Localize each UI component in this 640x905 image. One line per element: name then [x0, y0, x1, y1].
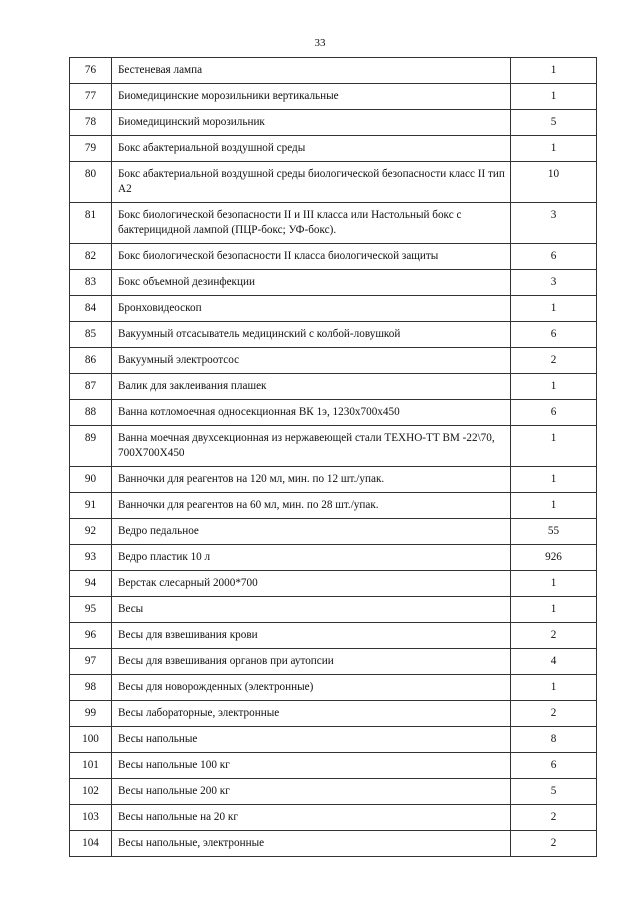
item-name: Весы лабораторные, электронные [112, 701, 511, 727]
item-name: Весы [112, 597, 511, 623]
item-quantity: 1 [511, 675, 597, 701]
item-quantity: 10 [511, 162, 597, 203]
row-number: 88 [70, 400, 112, 426]
item-quantity: 1 [511, 467, 597, 493]
row-number: 85 [70, 322, 112, 348]
item-name: Биомедицинские морозильники вертикальные [112, 84, 511, 110]
item-quantity: 1 [511, 58, 597, 84]
table-row [70, 203, 597, 244]
row-number: 97 [70, 649, 112, 675]
item-name: Весы напольные 100 кг [112, 753, 511, 779]
row-number: 98 [70, 675, 112, 701]
table-row [70, 623, 597, 649]
item-quantity: 926 [511, 545, 597, 571]
item-quantity: 2 [511, 805, 597, 831]
row-number: 76 [70, 58, 112, 84]
item-name: Ванна котломоечная односекционная ВК 1э, 1230х700х450 [112, 400, 511, 426]
item-name: Бокс биологической безопасности II и III класса или Настольный бокс с бактерицидной лампой (ПЦР-бокс; УФ-бокс). [112, 203, 511, 244]
item-quantity: 1 [511, 571, 597, 597]
table-row [70, 162, 597, 203]
item-name: Весы напольные [112, 727, 511, 753]
item-quantity: 3 [511, 203, 597, 244]
table-row [70, 597, 597, 623]
table-row [70, 727, 597, 753]
table-row [70, 58, 597, 84]
row-number: 78 [70, 110, 112, 136]
table-row [70, 244, 597, 270]
row-number: 93 [70, 545, 112, 571]
row-number: 100 [70, 727, 112, 753]
item-quantity: 2 [511, 701, 597, 727]
item-quantity: 3 [511, 270, 597, 296]
item-name: Ванночки для реагентов на 120 мл, мин. по 12 шт./упак. [112, 467, 511, 493]
table-row [70, 805, 597, 831]
row-number: 79 [70, 136, 112, 162]
table-row [70, 545, 597, 571]
row-number: 87 [70, 374, 112, 400]
row-number: 102 [70, 779, 112, 805]
row-number: 94 [70, 571, 112, 597]
item-name: Бокс объемной дезинфекции [112, 270, 511, 296]
table-row [70, 84, 597, 110]
row-number: 81 [70, 203, 112, 244]
item-quantity: 2 [511, 623, 597, 649]
table-row [70, 296, 597, 322]
table-row [70, 571, 597, 597]
row-number: 96 [70, 623, 112, 649]
table-row [70, 270, 597, 296]
item-quantity: 2 [511, 348, 597, 374]
item-quantity: 6 [511, 244, 597, 270]
item-name: Биомедицинский морозильник [112, 110, 511, 136]
item-quantity: 2 [511, 831, 597, 857]
item-quantity: 1 [511, 136, 597, 162]
item-name: Верстак слесарный 2000*700 [112, 571, 511, 597]
table-row [70, 649, 597, 675]
page-number: 33 [314, 37, 326, 49]
table-row [70, 701, 597, 727]
item-quantity: 6 [511, 322, 597, 348]
row-number: 95 [70, 597, 112, 623]
item-quantity: 6 [511, 753, 597, 779]
item-quantity: 1 [511, 296, 597, 322]
row-number: 103 [70, 805, 112, 831]
table-row [70, 374, 597, 400]
row-number: 92 [70, 519, 112, 545]
row-number: 104 [70, 831, 112, 857]
item-name: Ванна моечная двухсекционная из нержавеющей стали ТЕХНО-ТТ ВМ -22\70, 700Х700Х450 [112, 426, 511, 467]
item-name: Ванночки для реагентов на 60 мл, мин. по 28 шт./упак. [112, 493, 511, 519]
row-number: 77 [70, 84, 112, 110]
table-row [70, 136, 597, 162]
row-number: 86 [70, 348, 112, 374]
table-row [70, 348, 597, 374]
item-name: Бестеневая лампа [112, 58, 511, 84]
row-number: 83 [70, 270, 112, 296]
item-name: Бокс биологической безопасности II класса биологической защиты [112, 244, 511, 270]
item-quantity: 1 [511, 493, 597, 519]
item-name: Весы для взвешивания органов при аутопсии [112, 649, 511, 675]
row-number: 84 [70, 296, 112, 322]
row-number: 90 [70, 467, 112, 493]
item-name: Ведро педальное [112, 519, 511, 545]
item-quantity: 55 [511, 519, 597, 545]
row-number: 89 [70, 426, 112, 467]
item-name: Весы напольные, электронные [112, 831, 511, 857]
table-row [70, 831, 597, 857]
item-name: Бронховидеоскоп [112, 296, 511, 322]
row-number: 99 [70, 701, 112, 727]
equipment-table [69, 57, 597, 857]
table-row [70, 779, 597, 805]
item-quantity: 1 [511, 597, 597, 623]
item-quantity: 1 [511, 426, 597, 467]
table-row [70, 322, 597, 348]
item-quantity: 1 [511, 84, 597, 110]
table-row [70, 110, 597, 136]
item-name: Бокс абактериальной воздушной среды биологической безопасности класс II тип А2 [112, 162, 511, 203]
item-name: Валик для заклеивания плашек [112, 374, 511, 400]
table-row [70, 519, 597, 545]
item-quantity: 6 [511, 400, 597, 426]
table-row [70, 467, 597, 493]
table-row [70, 426, 597, 467]
item-name: Весы напольные на 20 кг [112, 805, 511, 831]
item-quantity: 4 [511, 649, 597, 675]
item-quantity: 5 [511, 779, 597, 805]
item-name: Вакуумный электроотсос [112, 348, 511, 374]
row-number: 101 [70, 753, 112, 779]
table-row [70, 400, 597, 426]
item-quantity: 1 [511, 374, 597, 400]
item-name: Бокс абактериальной воздушной среды [112, 136, 511, 162]
row-number: 91 [70, 493, 112, 519]
item-name: Весы для новорожденных (электронные) [112, 675, 511, 701]
table-row [70, 753, 597, 779]
item-name: Вакуумный отсасыватель медицинский с колбой-ловушкой [112, 322, 511, 348]
row-number: 80 [70, 162, 112, 203]
item-quantity: 8 [511, 727, 597, 753]
item-name: Ведро пластик 10 л [112, 545, 511, 571]
item-quantity: 5 [511, 110, 597, 136]
table-row [70, 675, 597, 701]
row-number: 82 [70, 244, 112, 270]
item-name: Весы напольные 200 кг [112, 779, 511, 805]
table-row [70, 493, 597, 519]
item-name: Весы для взвешивания крови [112, 623, 511, 649]
